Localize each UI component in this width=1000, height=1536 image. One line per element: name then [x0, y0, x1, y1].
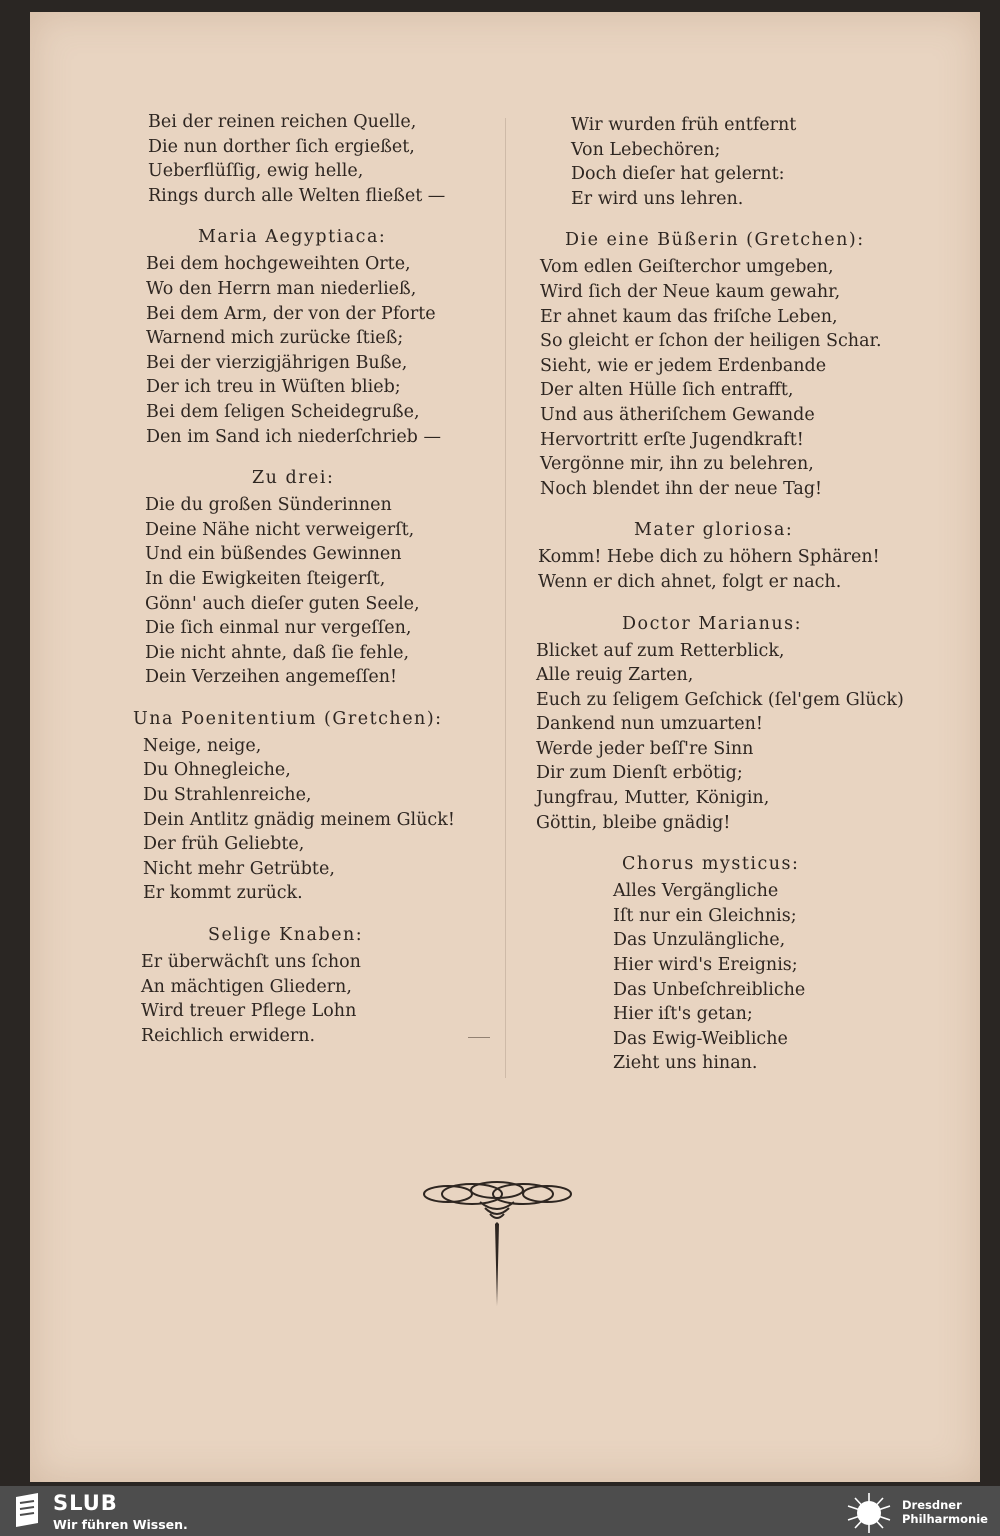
speaker-heading: Mater gloriosa: — [634, 520, 794, 541]
verse-line: Und aus ätheriſchem Gewande — [540, 404, 815, 425]
verse-line: Alle reuig Zarten, — [536, 665, 694, 686]
verse-line: So gleicht er ſchon der heiligen Schar. — [540, 331, 882, 352]
philharmonie-line2: Philharmonie — [902, 1512, 988, 1526]
verse-line: Bei der vierzigjährigen Buße, — [146, 352, 408, 373]
verse-line: Deine Nähe nicht verweigerſt, — [145, 519, 415, 540]
verse-line: Ueberflüſſig, ewig helle, — [148, 161, 364, 182]
verse-line: Hier wird's Ereignis; — [613, 955, 798, 976]
verse-line: Wo den Herrn man niederließ, — [146, 278, 417, 299]
stanza-gap — [0, 595, 904, 609]
verse-line: Dankend nun umzuarten! — [536, 714, 763, 735]
verse-line: Zieht uns hinan. — [613, 1053, 758, 1074]
speaker-heading: Una Poenitentium (Gretchen): — [133, 708, 443, 729]
verse-line: Iſt nur ein Gleichnis; — [613, 905, 797, 926]
verse-line: Von Lebechören; — [571, 139, 721, 160]
verse-line: Er kommt zurück. — [143, 883, 303, 904]
verse-line: An mächtigen Gliedern, — [141, 976, 352, 997]
verse-line: Warnend mich zurücke ſtieß; — [146, 328, 404, 349]
stanza-gap — [0, 835, 904, 849]
verse-line: Du Strahlenreiche, — [143, 785, 312, 806]
verse-line: Vergönne mir, ihn zu belehren, — [540, 454, 814, 475]
verse-line: Sieht, wie er jedem Erdenbande — [540, 355, 827, 376]
verse-line: Wenn er dich ahnet, folgt er nach. — [538, 571, 842, 592]
verse-line: Bei dem ſeligen Scheidegruße, — [146, 401, 420, 422]
verse-line: Noch blendet ihn der neue Tag! — [540, 478, 823, 499]
verse-line: Werde jeder beſſ're Sinn — [536, 738, 754, 759]
speaker-heading: Doctor Marianus: — [622, 613, 803, 634]
speaker-heading: Maria Aegyptiaca: — [198, 227, 387, 248]
verse-line: Wird treuer Pflege Lohn — [141, 1001, 357, 1022]
stanza-gap — [0, 501, 904, 515]
verse-line: Neige, neige, — [143, 735, 262, 756]
footer-bar — [0, 1486, 1000, 1536]
verse-line: Hier iſt's getan; — [613, 1004, 753, 1025]
verse-line: Jungfrau, Mutter, Königin, — [536, 788, 770, 809]
ornament-icon — [420, 1178, 575, 1308]
verse-line: Die nun dorther ſich ergießet, — [148, 136, 415, 157]
verse-line: Wir wurden früh entfernt — [571, 115, 797, 135]
speaker-heading: Zu drei: — [252, 468, 335, 489]
verse-line: Den im Sand ich niederſchrieb — — [146, 426, 441, 447]
speaker-heading: Chorus mysticus: — [622, 854, 800, 875]
verse-line: Bei dem hochgeweihten Orte, — [146, 254, 411, 275]
philharmonie-line1: Dresdner — [902, 1498, 962, 1512]
verse-line: Die nicht ahnte, daß ſie fehle, — [145, 642, 410, 663]
right-column — [0, 113, 904, 1076]
verse-line: Die du großen Sünderinnen — [145, 495, 392, 516]
verse-line: Das Unbeſchreibliche — [613, 979, 806, 1000]
slub-title: SLUB — [53, 1491, 118, 1515]
verse-line: Das Ewig-Weibliche — [613, 1028, 788, 1049]
verse-line: Die ſich einmal nur vergeſſen, — [145, 618, 412, 639]
verse-line: Er ahnet kaum das friſche Leben, — [540, 306, 838, 327]
verse-line: Das Unzulängliche, — [613, 930, 786, 951]
philharmonie-logo-icon — [844, 1492, 894, 1534]
stanza-gap — [0, 211, 904, 225]
verse-line: Euch zu ſeligem Geſchick (ſel'gem Glück) — [536, 689, 904, 710]
slub-subtitle: Wir führen Wissen. — [53, 1517, 188, 1532]
verse-line: Und ein büßendes Gewinnen — [145, 544, 402, 565]
verse-line: Dir zum Dienſt erbötig; — [536, 763, 743, 784]
verse-line: Bei der reinen reichen Quelle, — [148, 112, 417, 132]
verse-line: Er wird uns lehren. — [571, 188, 744, 209]
verse-line: Reichlich erwidern. — [141, 1025, 316, 1046]
verse-line: Doch dieſer hat gelernt: — [571, 164, 785, 185]
verse-line: Der ich treu in Wüſten blieb; — [146, 377, 401, 398]
verse-line: Dein Antlitz gnädig meinem Glück! — [143, 809, 455, 830]
philharmonie-name — [902, 1498, 988, 1526]
verse-line: Dein Verzeihen angemeſſen! — [145, 667, 398, 688]
verse-line: Nicht mehr Getrübte, — [143, 858, 335, 879]
verse-line: Blicket auf zum Retterblick, — [536, 640, 785, 661]
speaker-heading: Die eine Büßerin (Gretchen): — [565, 230, 865, 251]
slub-logo-icon — [14, 1493, 40, 1527]
verse-line: Göttin, bleibe gnädig! — [536, 812, 731, 833]
verse-line: Rings durch alle Welten fließet — — [148, 185, 446, 206]
verse-line: In die Ewigkeiten ſteigerſt, — [145, 568, 386, 589]
speaker-heading: Selige Knaben: — [208, 925, 364, 946]
verse-line: Alles Vergängliche — [613, 881, 779, 902]
verse-line: Der früh Geliebte, — [143, 834, 305, 855]
verse-line: Bei dem Arm, der von der Pforte — [146, 303, 436, 324]
verse-line: Wird ſich der Neue kaum gewahr, — [540, 281, 841, 302]
verse-line: Er überwächſt uns ſchon — [141, 952, 361, 973]
verse-line: Du Ohnegleiche, — [143, 760, 291, 781]
verse-line: Komm! Hebe dich zu höhern Sphären! — [538, 547, 880, 568]
verse-line: Der alten Hülle ſich entrafft, — [540, 380, 794, 401]
verse-line: Gönn' auch dieſer guten Seele, — [145, 593, 420, 614]
verse-line: Hervortritt erſte Jugendkraft! — [540, 429, 804, 450]
verse-line: Vom edlen Geiſterchor umgeben, — [540, 257, 834, 278]
